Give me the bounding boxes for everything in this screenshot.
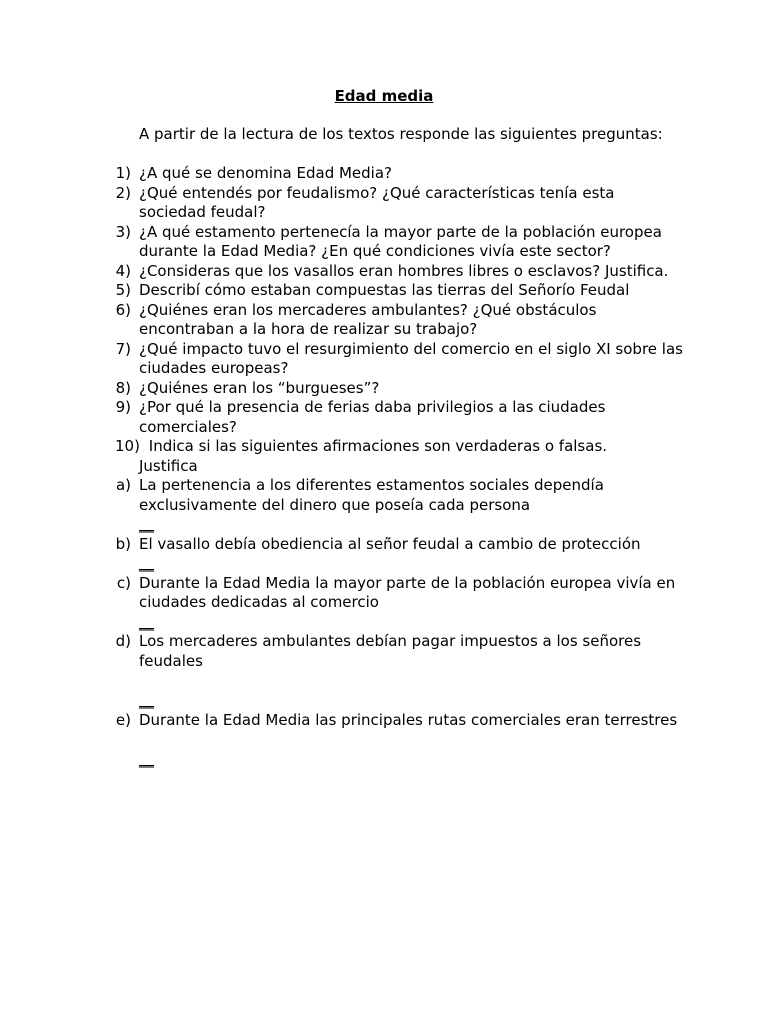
statement-letter: e) (115, 711, 131, 729)
answer-blank[interactable]: __ (139, 515, 154, 533)
question-item (93, 301, 683, 340)
question-text: ¿A qué se denomina Edad Media? (139, 164, 393, 182)
statement-item (93, 632, 683, 710)
question-item (93, 398, 683, 437)
question-text: ¿Quiénes eran los mercaderes ambulantes? ¿Qué obstáculos encontraban a la hora de realizar su trabajo? (139, 300, 597, 338)
question-text: Describí cómo estaban compuestas las tierras del Señorío Feudal (139, 281, 630, 299)
question-item (93, 379, 683, 399)
answer-blank[interactable]: __ (139, 690, 154, 709)
question-number: 1) (115, 164, 131, 182)
question-number: 10) (115, 437, 140, 455)
question-item (93, 281, 683, 301)
intro-paragraph: A partir de la lectura de los textos responde las siguientes preguntas: (139, 125, 663, 143)
statement-item (93, 711, 683, 770)
question-item (93, 184, 683, 223)
question-number: 9) (115, 398, 131, 416)
answer-blank[interactable]: __ (139, 750, 154, 768)
statement-letter: c) (116, 573, 131, 592)
question-number: 7) (115, 339, 131, 358)
question-item (93, 262, 683, 282)
question-text: ¿Qué impacto tuvo el resurgimiento del comercio en el siglo XI sobre las ciudades europeas? (139, 339, 683, 377)
question-text-continuation: Justifica (139, 456, 198, 475)
statement-text: Durante la Edad Media la mayor parte de la población europea vivía en ciudades dedicadas al comercio (139, 573, 676, 611)
question-item (93, 223, 683, 262)
answer-blank[interactable]: __ (139, 554, 154, 572)
question-text: ¿Consideras que los vasallos eran hombres libres o esclavos? Justifica. (139, 261, 669, 280)
question-text: ¿Quiénes eran los “burgueses”? (139, 378, 380, 397)
statement-item (93, 476, 683, 535)
statement-letter: d) (115, 632, 131, 650)
question-text: ¿Por qué la presencia de ferias daba privilegios a las ciudades comerciales? (139, 398, 606, 436)
question-number: 2) (115, 183, 131, 202)
question-number: 8) (115, 378, 131, 397)
question-number: 4) (115, 261, 131, 280)
page-title: Edad media (334, 87, 434, 105)
statement-text: El vasallo debía obediencia al señor feudal a cambio de protección (139, 534, 641, 553)
question-list (93, 164, 683, 770)
statement-letter: a) (115, 476, 131, 494)
question-number: 5) (115, 281, 131, 299)
statement-text: Durante la Edad Media las principales rutas comerciales eran terrestres (139, 711, 678, 729)
question-item (93, 340, 683, 379)
question-text: Indica si las siguientes afirmaciones son verdaderas o falsas. (148, 437, 608, 455)
question-text: ¿A qué estamento pertenecía la mayor parte de la población europea durante la Edad Media? ¿En qué condiciones vivía este sector? (139, 222, 662, 260)
question-number: 6) (115, 300, 131, 319)
statement-item (93, 574, 683, 633)
answer-blank[interactable]: __ (139, 612, 154, 631)
question-item (93, 164, 683, 184)
question-text: ¿Qué entendés por feudalismo? ¿Qué características tenía esta sociedad feudal? (139, 183, 615, 221)
question-number: 3) (115, 222, 131, 241)
statement-item (93, 535, 683, 574)
statement-text: Los mercaderes ambulantes debían pagar impuestos a los señores feudales (139, 632, 642, 670)
statement-letter: b) (115, 534, 131, 553)
statement-text: La pertenencia a los diferentes estamentos sociales dependía exclusivamente del dinero que poseía cada persona (139, 476, 604, 514)
question-item-10 (93, 437, 683, 476)
